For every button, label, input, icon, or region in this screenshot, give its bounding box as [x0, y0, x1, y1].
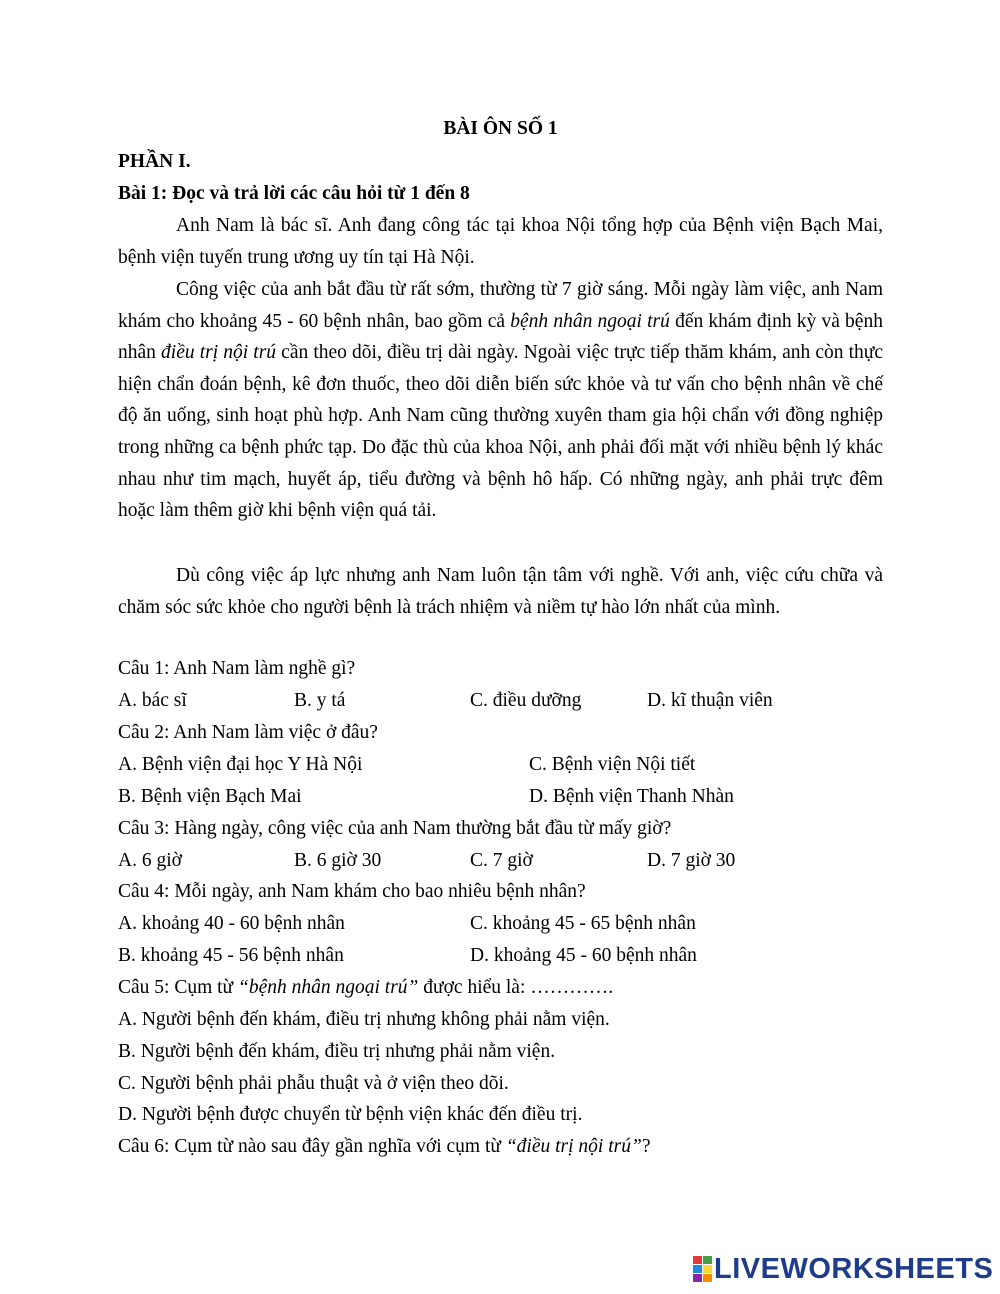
logo-text: LIVEWORKSHEETS — [714, 1252, 994, 1285]
q4-option-d[interactable]: D. khoảng 45 - 60 bệnh nhân — [470, 945, 697, 966]
q5-option-b[interactable]: B. Người bệnh đến khám, điều trị nhưng phải nằm viện. — [118, 1041, 556, 1062]
question-3: Câu 3: Hàng ngày, công việc của anh Nam thường bắt đầu từ mấy giờ? — [118, 818, 672, 839]
logo-block — [703, 1256, 712, 1264]
question-2: Câu 2: Anh Nam làm việc ở đâu? — [118, 722, 378, 743]
passage-paragraph-3: Dù công việc áp lực nhưng anh Nam luôn tận tâm với nghề. Với anh, việc cứu chữa và chăm sóc sức khỏe cho người bệnh là trách nhiệm và niềm tự hào lớn nhất của mình. — [118, 565, 883, 618]
liveworksheets-logo — [693, 1254, 993, 1284]
logo-blocks-icon — [693, 1256, 711, 1282]
q3-option-c[interactable]: C. 7 giờ — [470, 850, 533, 871]
question-1: Câu 1: Anh Nam làm nghề gì? — [118, 658, 356, 679]
q3-option-b[interactable]: B. 6 giờ 30 — [294, 850, 382, 871]
question-4: Câu 4: Mỗi ngày, anh Nam khám cho bao nhiêu bệnh nhân? — [118, 881, 586, 902]
logo-block — [693, 1265, 702, 1273]
q2-option-c[interactable]: C. Bệnh viện Nội tiết — [529, 754, 696, 775]
question-6: Câu 6: Cụm từ nào sau đây gần nghĩa với cụm từ “điều trị nội trú”? — [118, 1136, 651, 1157]
q3-option-a[interactable]: A. 6 giờ — [118, 850, 182, 871]
task-heading: Bài 1: Đọc và trả lời các câu hỏi từ 1 đến 8 — [118, 183, 470, 204]
q2-option-b[interactable]: B. Bệnh viện Bạch Mai — [118, 786, 302, 807]
q4-option-b[interactable]: B. khoảng 45 - 56 bệnh nhân — [118, 945, 344, 966]
part-heading: PHẦN I. — [118, 151, 191, 172]
term-outpatient: bệnh nhân ngoại trú — [510, 310, 670, 332]
q4-option-c[interactable]: C. khoảng 45 - 65 bệnh nhân — [470, 913, 696, 934]
q1-option-c[interactable]: C. điều dưỡng — [470, 690, 582, 711]
q5-option-a[interactable]: A. Người bệnh đến khám, điều trị nhưng không phải nằm viện. — [118, 1009, 610, 1030]
q4-option-a[interactable]: A. khoảng 40 - 60 bệnh nhân — [118, 913, 345, 934]
q5-option-c[interactable]: C. Người bệnh phải phẫu thuật và ở viện theo dõi. — [118, 1073, 509, 1094]
logo-block — [703, 1274, 712, 1282]
logo-block — [693, 1256, 702, 1264]
q2-option-d[interactable]: D. Bệnh viện Thanh Nhàn — [529, 786, 734, 807]
passage-paragraph-2: Công việc của anh bắt đầu từ rất sớm, thường từ 7 giờ sáng. Mỗi ngày làm việc, anh Nam khám cho khoảng 45 - 60 bệnh nhân, bao gồm cả bệnh nhân ngoại trú đến khám định kỳ và bệnh nhân điều trị nội trú cần theo dõi, điều trị dài ngày. Ngoài việc trực tiếp thăm khám, anh còn thực hiện chẩn đoán bệnh, kê đơn thuốc, theo dõi diễn biến sức khỏe và tư vấn cho bệnh nhân về chế độ ăn uống, sinh hoạt phù hợp. Anh Nam cũng thường xuyên tham gia hội chẩn với đồng nghiệp trong những ca bệnh phức tạp. Do đặc thù của khoa Nội, anh phải đối mặt với nhiều bệnh lý khác nhau như tim mạch, huyết áp, tiểu đường và bệnh hô hấp. Có những ngày, anh phải trực đêm hoặc làm thêm giờ khi bệnh viện quá tải. — [118, 279, 884, 522]
logo-block — [703, 1265, 712, 1273]
q1-option-b[interactable]: B. y tá — [294, 690, 346, 711]
logo-block — [693, 1274, 702, 1282]
q2-option-a[interactable]: A. Bệnh viện đại học Y Hà Nội — [118, 754, 363, 775]
passage-paragraph-1: Anh Nam là bác sĩ. Anh đang công tác tại khoa Nội tổng hợp của Bệnh viện Bạch Mai, bệnh viện tuyến trung ương uy tín tại Hà Nội. — [118, 215, 883, 268]
page-title: BÀI ÔN SỐ 1 — [443, 118, 558, 139]
question-5: Câu 5: Cụm từ “bệnh nhân ngoại trú” được hiểu là: …………. — [118, 977, 614, 998]
q1-option-d[interactable]: D. kĩ thuận viên — [647, 690, 773, 711]
q3-option-d[interactable]: D. 7 giờ 30 — [647, 850, 736, 871]
term-inpatient: điều trị nội trú — [161, 342, 277, 364]
q5-option-d[interactable]: D. Người bệnh được chuyển từ bệnh viện khác đến điều trị. — [118, 1104, 583, 1125]
q1-option-a[interactable]: A. bác sĩ — [118, 690, 187, 711]
